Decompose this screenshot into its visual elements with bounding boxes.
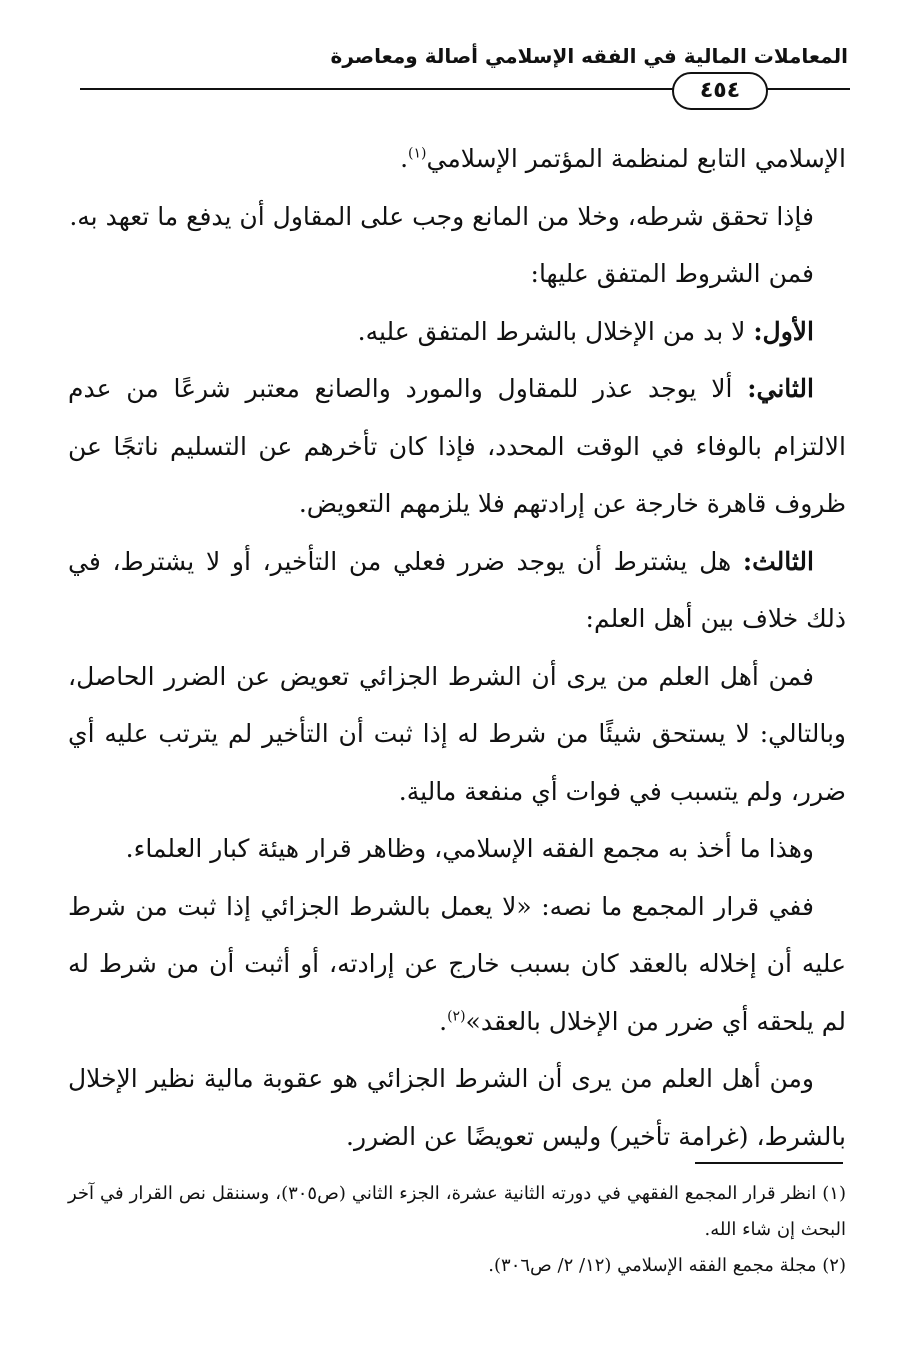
footnote-1 [68, 1176, 846, 1248]
footnote-ref-1: (١) [408, 145, 427, 162]
paragraph-text: ففي قرار المجمع ما نصه: «لا يعمل بالشرط الجزائي إذا ثبت من شرط عليه أن إخلاله بالعقد كان بسبب خارج عن إرادته، أو أثبت أن من شرط له لم يلحقه أي ضرر من الإخلال بالعقد» [68, 891, 846, 1036]
footnote-2 [68, 1248, 846, 1284]
paragraph-end: . [400, 144, 409, 173]
paragraph-first-condition [68, 303, 846, 361]
paragraph-text: الإسلامي التابع لمنظمة المؤتمر الإسلامي [426, 144, 846, 173]
paragraph-1 [68, 130, 846, 188]
paragraph-8: وهذا ما أخذ به مجمع الفقه الإسلامي، وظاهر قرار هيئة كبار العلماء. [125, 834, 814, 863]
paragraph-10: ومن أهل العلم من يرى أن الشرط الجزائي هو عقوبة مالية نظير الإخلال بالشرط، (غرامة تأخير) وليس تعويضًا عن الضرر. [68, 1064, 846, 1151]
footnote-number: (١) [822, 1183, 846, 1204]
condition-label-second: الثاني: [747, 374, 814, 403]
condition-text-third: هل يشترط أن يوجد ضرر فعلي من التأخير، أو لا يشترط، في ذلك خلاف بين أهل العلم: [68, 546, 846, 633]
footnote-text: مجلة مجمع الفقه الإسلامي (١٢/ ٢/ ص٣٠٦). [488, 1255, 817, 1276]
footnote-text: انظر قرار المجمع الفقهي في دورته الثانية عشرة، الجزء الثاني (ص٣٠٥)، وسننقل نص القرار في آخر البحث إن شاء الله. [68, 1183, 846, 1240]
paragraph-3: فمن الشروط المتفق عليها: [530, 259, 814, 288]
footnotes [68, 1176, 846, 1284]
footnote-rule [695, 1162, 843, 1164]
condition-label-third: الثالث: [742, 546, 814, 576]
main-text [68, 130, 846, 1165]
paragraph-7: فمن أهل العلم من يرى أن الشرط الجزائي تعويض عن الضرر الحاصل، وبالتالي: لا يستحق شيئًا من شرط له إذا ثبت أن التأخير لم يترتب عليه أي ضرر، ولم يتسبب في فوات أي منفعة مالية. [68, 661, 846, 806]
footnote-ref-2: (٢) [447, 1008, 466, 1025]
running-header: المعاملات المالية في الفقه الإسلامي أصالة ومعاصرة [330, 44, 848, 68]
paragraph-2: فإذا تحقق شرطه، وخلا من المانع وجب على المقاول أن يدفع ما تعهد به. [69, 201, 814, 231]
paragraph-9 [68, 878, 846, 1051]
condition-text-second: ألا يوجد عذر للمقاول والمورد والصانع معتبر شرعًا من عدم الالتزام بالوفاء في الوقت المحدد، فإذا كان تأخرهم عن التسليم ناتجًا عن ظروف قاهرة خارجة عن إرادتهم فلا يلزمهم التعويض. [68, 374, 846, 518]
condition-text-first: لا بد من الإخلال بالشرط المتفق عليه. [357, 316, 754, 346]
footnote-number: (٢) [822, 1255, 846, 1276]
paragraph-second-condition [68, 360, 846, 533]
page-number: ٤٥٤ [672, 72, 768, 110]
condition-label-first: الأول: [753, 316, 814, 346]
paragraph-end: . [439, 1006, 448, 1036]
paragraph-third-condition [68, 533, 846, 648]
